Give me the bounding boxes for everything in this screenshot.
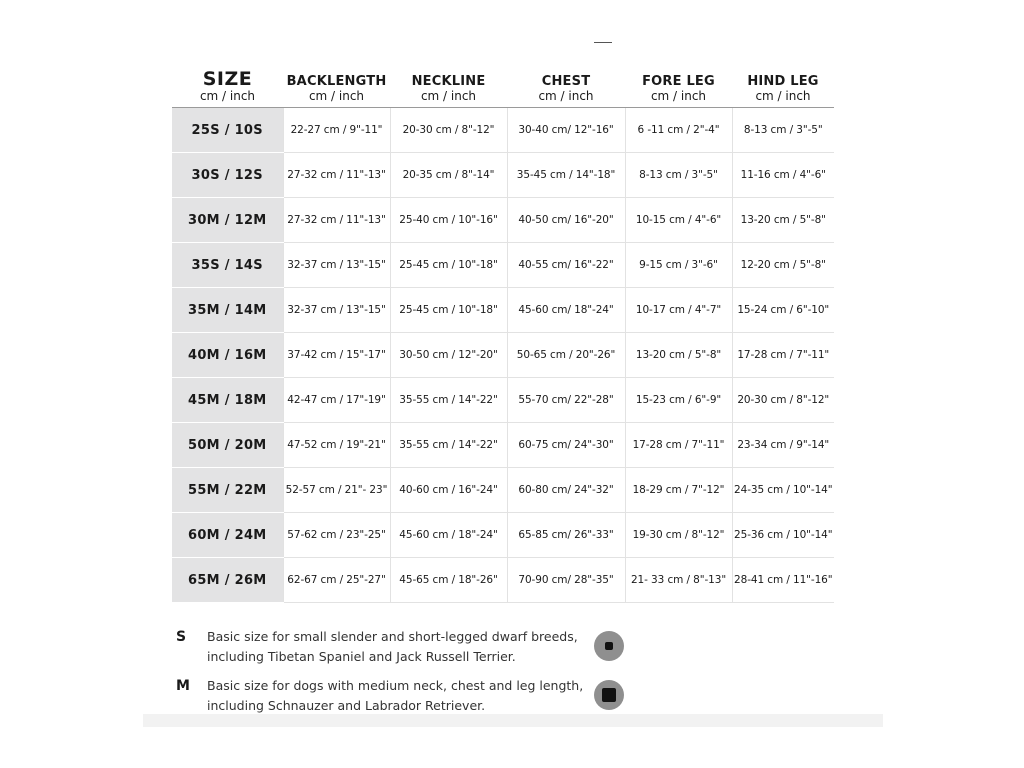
dot-mark — [605, 642, 613, 650]
backlength-cell: 47-52 cm / 19"-21" — [283, 423, 390, 468]
backlength-cell: 27-32 cm / 11"-13" — [283, 198, 390, 243]
chest-cell: 70-90 cm/ 28"-35" — [507, 558, 625, 603]
fore-leg-cell: 10-17 cm / 4"-7" — [625, 288, 732, 333]
backlength-cell: 27-32 cm / 11"-13" — [283, 153, 390, 198]
fore-leg-cell: 19-30 cm / 8"-12" — [625, 513, 732, 558]
header-title: SIZE — [202, 68, 253, 90]
chest-cell: 40-55 cm/ 16"-22" — [507, 243, 625, 288]
size-cell: 35M / 14M — [172, 288, 283, 333]
fore-leg-cell: 18-29 cm / 7"-12" — [625, 468, 732, 513]
neckline-cell: 45-65 cm / 18"-26" — [390, 558, 507, 603]
backlength-cell: 22-27 cm / 9"-11" — [283, 108, 390, 153]
table-row — [172, 153, 834, 198]
header-size — [172, 64, 283, 108]
backlength-cell: 42-47 cm / 17"-19" — [283, 378, 390, 423]
top-divider-mark — [594, 42, 612, 43]
legend-small — [176, 627, 636, 671]
header-hind-leg — [732, 64, 834, 108]
neckline-cell: 20-35 cm / 8"-14" — [390, 153, 507, 198]
chest-cell: 55-70 cm/ 22"-28" — [507, 378, 625, 423]
hind-leg-cell: 25-36 cm / 10"-14" — [732, 513, 834, 558]
header-unit: cm / inch — [308, 89, 365, 103]
size-cell: 35S / 14S — [172, 243, 283, 288]
table-row — [172, 333, 834, 378]
header-unit: cm / inch — [650, 89, 707, 103]
hind-leg-cell: 13-20 cm / 5"-8" — [732, 198, 834, 243]
small-dot-icon — [594, 631, 624, 661]
size-cell: 40M / 16M — [172, 333, 283, 378]
header-fore-leg — [625, 64, 732, 108]
legend-line: Basic size for dogs with medium neck, chest and leg length, — [207, 678, 584, 693]
size-cell: 30M / 12M — [172, 198, 283, 243]
legend-line: including Schnauzer and Labrador Retriever. — [207, 698, 486, 713]
fore-leg-cell: 6 -11 cm / 2"-4" — [625, 108, 732, 153]
fore-leg-cell: 21- 33 cm / 8"-13" — [625, 558, 732, 603]
header-title: NECKLINE — [411, 74, 486, 89]
hind-leg-cell: 24-35 cm / 10"-14" — [732, 468, 834, 513]
table-row — [172, 378, 834, 423]
table-row — [172, 108, 834, 153]
backlength-cell: 62-67 cm / 25"-27" — [283, 558, 390, 603]
header-unit: cm / inch — [420, 89, 477, 103]
medium-square-icon — [594, 680, 624, 710]
header-title: CHEST — [541, 74, 591, 89]
chest-cell: 40-50 cm/ 16"-20" — [507, 198, 625, 243]
header-neckline — [390, 64, 507, 108]
neckline-cell: 20-30 cm / 8"-12" — [390, 108, 507, 153]
table-row — [172, 468, 834, 513]
backlength-cell: 37-42 cm / 15"-17" — [283, 333, 390, 378]
header-unit: cm / inch — [755, 89, 811, 103]
table-row — [172, 423, 834, 468]
header-unit: cm / inch — [199, 89, 256, 103]
fore-leg-cell: 8-13 cm / 3"-5" — [625, 153, 732, 198]
hind-leg-cell: 11-16 cm / 4"-6" — [732, 153, 834, 198]
size-cell: 25S / 10S — [172, 108, 283, 153]
size-cell: 30S / 12S — [172, 153, 283, 198]
neckline-cell: 35-55 cm / 14"-22" — [390, 378, 507, 423]
header-chest — [507, 64, 625, 108]
hind-leg-cell: 15-24 cm / 6"-10" — [732, 288, 834, 333]
chest-cell: 50-65 cm / 20"-26" — [507, 333, 625, 378]
header-title: FORE LEG — [642, 74, 715, 89]
size-chart-table — [172, 64, 834, 603]
legend-letter-m: M — [176, 678, 190, 694]
fore-leg-cell: 15-23 cm / 6"-9" — [625, 378, 732, 423]
fore-leg-cell: 9-15 cm / 3"-6" — [625, 243, 732, 288]
legend-line: including Tibetan Spaniel and Jack Russell Terrier. — [207, 649, 516, 664]
header-title: HIND LEG — [747, 74, 819, 89]
fore-leg-cell: 17-28 cm / 7"-11" — [625, 423, 732, 468]
hind-leg-cell: 8-13 cm / 3"-5" — [732, 108, 834, 153]
table-row — [172, 558, 834, 603]
table-row — [172, 198, 834, 243]
hind-leg-cell: 23-34 cm / 9"-14" — [732, 423, 834, 468]
backlength-cell: 52-57 cm / 21"- 23" — [283, 468, 390, 513]
chest-cell: 30-40 cm/ 12"-16" — [507, 108, 625, 153]
legend-line: Basic size for small slender and short-legged dwarf breeds, — [207, 629, 578, 644]
neckline-cell: 40-60 cm / 16"-24" — [390, 468, 507, 513]
chest-cell: 35-45 cm / 14"-18" — [507, 153, 625, 198]
size-cell: 60M / 24M — [172, 513, 283, 558]
neckline-cell: 30-50 cm / 12"-20" — [390, 333, 507, 378]
neckline-cell: 35-55 cm / 14"-22" — [390, 423, 507, 468]
table-row — [172, 288, 834, 333]
header-row — [172, 64, 834, 108]
neckline-cell: 25-45 cm / 10"-18" — [390, 243, 507, 288]
table-row — [172, 513, 834, 558]
chest-cell: 65-85 cm/ 26"-33" — [507, 513, 625, 558]
hind-leg-cell: 12-20 cm / 5"-8" — [732, 243, 834, 288]
header-backlength — [283, 64, 390, 108]
size-cell: 45M / 18M — [172, 378, 283, 423]
chest-cell: 60-80 cm/ 24"-32" — [507, 468, 625, 513]
chest-cell: 45-60 cm/ 18"-24" — [507, 288, 625, 333]
backlength-cell: 57-62 cm / 23"-25" — [283, 513, 390, 558]
square-mark — [602, 688, 616, 702]
neckline-cell: 25-45 cm / 10"-18" — [390, 288, 507, 333]
backlength-cell: 32-37 cm / 13"-15" — [283, 288, 390, 333]
chest-cell: 60-75 cm/ 24"-30" — [507, 423, 625, 468]
header-title: BACKLENGTH — [286, 74, 387, 89]
fore-leg-cell: 10-15 cm / 4"-6" — [625, 198, 732, 243]
hind-leg-cell: 17-28 cm / 7"-11" — [732, 333, 834, 378]
legend-text-s — [207, 627, 607, 667]
header-unit: cm / inch — [538, 89, 594, 103]
size-cell: 65M / 26M — [172, 558, 283, 603]
table-row — [172, 243, 834, 288]
legend-text-m — [207, 676, 607, 716]
backlength-cell: 32-37 cm / 13"-15" — [283, 243, 390, 288]
size-cell: 55M / 22M — [172, 468, 283, 513]
neckline-cell: 45-60 cm / 18"-24" — [390, 513, 507, 558]
hind-leg-cell: 28-41 cm / 11"-16" — [732, 558, 834, 603]
fore-leg-cell: 13-20 cm / 5"-8" — [625, 333, 732, 378]
hind-leg-cell: 20-30 cm / 8"-12" — [732, 378, 834, 423]
size-cell: 50M / 20M — [172, 423, 283, 468]
neckline-cell: 25-40 cm / 10"-16" — [390, 198, 507, 243]
legend-letter-s: S — [176, 629, 187, 645]
bottom-band — [143, 714, 883, 727]
